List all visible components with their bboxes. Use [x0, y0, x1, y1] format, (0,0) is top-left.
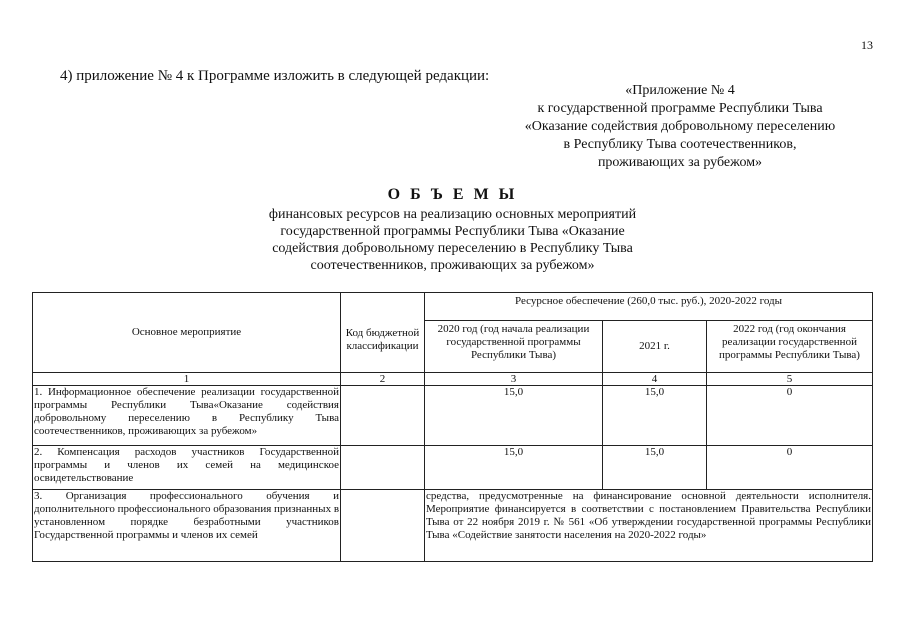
- activity-cell: 1. Информационное обеспечение реализации государственной программы Республики Тыва«Оказание содействия добровольному переселению в Республику Тыва соотечественников, проживающих за рубежом»: [33, 386, 341, 446]
- subtitle-line: содействия добровольному переселению в Республику Тыва: [272, 241, 633, 256]
- document-subtitle: [240, 206, 665, 274]
- appendix-block: [470, 82, 890, 172]
- value-2021: 15,0: [603, 386, 707, 446]
- value-2021: 15,0: [603, 446, 707, 490]
- appendix-line: «Оказание содействия добровольному переселению: [524, 119, 836, 134]
- subtitle-line: государственной программы Республики Тыва «Оказание: [280, 224, 625, 239]
- subtitle-line: соотечественников, проживающих за рубежом»: [310, 258, 595, 273]
- column-number: 2: [341, 373, 425, 386]
- table-row: [33, 446, 873, 490]
- activity-cell: 2. Компенсация расходов участников Государственной программы и членов их семей на медицинское освидетельствование: [33, 446, 341, 490]
- activity-cell: 3. Организация профессионального обучения и дополнительного профессионального образования признанных в установленном порядке безработными участников Государственной программы и членов их семей: [33, 490, 341, 562]
- code-cell: [341, 490, 425, 562]
- header-2022: 2022 год (год окончания реализации государственной программы Республики Тыва): [707, 321, 873, 373]
- header-code: Код бюджетной классификации: [341, 293, 425, 373]
- appendix-line: проживающих за рубежом»: [597, 155, 763, 170]
- table-row: [33, 386, 873, 446]
- column-number: 4: [603, 373, 707, 386]
- code-cell: [341, 386, 425, 446]
- page-number: 13: [861, 38, 873, 52]
- header-resources: Ресурсное обеспечение (260,0 тыс. руб.), 2020-2022 годы: [425, 293, 873, 321]
- appendix-line: «Приложение № 4: [625, 83, 735, 98]
- document-title: О Б Ъ Е М Ы: [387, 186, 518, 203]
- value-2020: 15,0: [425, 386, 603, 446]
- code-cell: [341, 446, 425, 490]
- value-2022: 0: [707, 446, 873, 490]
- column-number: 1: [33, 373, 341, 386]
- value-2020: 15,0: [425, 446, 603, 490]
- appendix-line: в Республику Тыва соотечественников,: [563, 137, 797, 152]
- value-2022: 0: [707, 386, 873, 446]
- column-number: 5: [707, 373, 873, 386]
- header-2021: 2021 г.: [603, 321, 707, 373]
- resources-table: [32, 292, 873, 562]
- table-header-row: [33, 293, 873, 321]
- subtitle-line: финансовых ресурсов на реализацию основных мероприятий: [268, 207, 637, 222]
- header-2020: 2020 год (год начала реализации государственной программы Республики Тыва): [425, 321, 603, 373]
- column-number-row: [33, 373, 873, 386]
- column-number: 3: [425, 373, 603, 386]
- merged-funding-cell: средства, предусмотренные на финансирование основной деятельности исполнителя. Мероприятие финансируется в соответствии с постановлением Правительства Республики Тыва от 22 ноября 2019 г. № 561 «Об утверждении государственной программы Республики Тыва «Содействие занятости населения на 2020-2022 годы»: [425, 490, 873, 562]
- intro-text: 4) приложение № 4 к Программе изложить в следующей редакции:: [60, 68, 490, 84]
- header-activity: Основное мероприятие: [33, 293, 341, 373]
- appendix-line: к государственной программе Республики Тыва: [537, 101, 823, 116]
- table-row: [33, 490, 873, 562]
